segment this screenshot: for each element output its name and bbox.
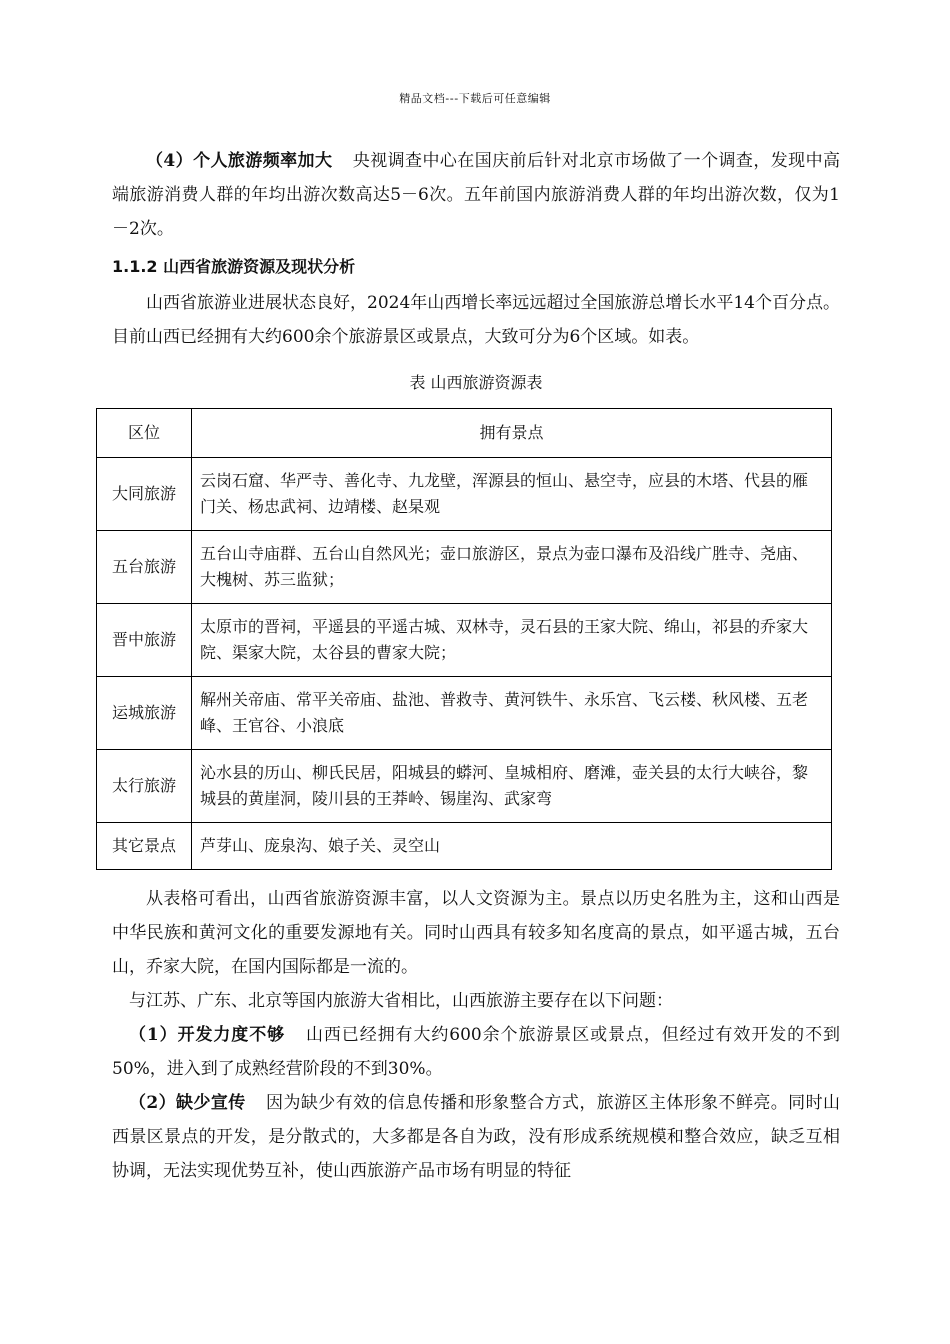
spots-cell: 解州关帝庙、常平关帝庙、盐池、普救寺、黄河铁牛、永乐宫、飞云楼、秋风楼、五老峰、王官谷、小浪底 — [192, 677, 832, 750]
table-row — [97, 677, 832, 750]
region-cell: 太行旅游 — [97, 750, 192, 823]
paragraph-overview: 山西省旅游业进展状态良好，2024年山西增长率远远超过全国旅游总增长水平14个百分点。目前山西已经拥有大约600余个旅游景区或景点，大致可分为6个区域。如表。 — [112, 293, 840, 347]
resource-table — [96, 408, 832, 870]
problem-1-text: 山西已经拥有大约600余个旅游景区或景点，但经过有效开发的不到50%，进入到了成熟经营阶段的不到30%。 — [112, 1025, 840, 1079]
section-heading: 1.1.2 山西省旅游资源及现状分析 — [112, 257, 356, 276]
header-region: 区位 — [97, 409, 192, 458]
table-row — [97, 531, 832, 604]
table-row — [97, 458, 832, 531]
spots-cell: 太原市的晋祠，平遥县的平遥古城、双林寺，灵石县的王家大院、绵山，祁县的乔家大院、渠家大院，太谷县的曹家大院； — [192, 604, 832, 677]
spots-cell: 五台山寺庙群、五台山自然风光；壶口旅游区，景点为壶口瀑布及沿线广胜寺、尧庙、大槐树、苏三监狱； — [192, 531, 832, 604]
intro-label: （4）个人旅游频率加大 — [146, 151, 333, 171]
spots-cell: 沁水县的历山、柳氏民居，阳城县的蟒河、皇城相府、磨滩，壶关县的太行大峡谷，黎城县的黄崖洞，陵川县的王莽岭、锡崖沟、武家弯 — [192, 750, 832, 823]
header-spots: 拥有景点 — [192, 409, 832, 458]
region-cell: 其它景点 — [97, 823, 192, 870]
paragraph-analysis: 从表格可看出，山西省旅游资源丰富，以人文资源为主。景点以历史名胜为主，这和山西是中华民族和黄河文化的重要发源地有关。同时山西具有较多知名度高的景点，如平遥古城，五台山，乔家大院，在国内国际都是一流的。 — [112, 889, 840, 977]
problem-1 — [112, 1018, 840, 1086]
spots-cell: 云岗石窟、华严寺、善化寺、九龙壁，浑源县的恒山、悬空寺，应县的木塔、代县的雁门关、杨忠武祠、边靖楼、赵杲观 — [192, 458, 832, 531]
table-caption: 表 山西旅游资源表 — [409, 373, 543, 392]
intro-text: 央视调查中心在国庆前后针对北京市场做了一个调查，发现中高端旅游消费人群的年均出游次数高达5－6次。五年前国内旅游消费人群的年均出游次数，仅为1－2次。 — [112, 151, 840, 239]
problem-2-text: 因为缺少有效的信息传播和形象整合方式，旅游区主体形象不鲜亮。同时山西景区景点的开发，是分散式的，大多都是各自为政，没有形成系统规模和整合效应，缺乏互相协调，无法实现优势互补，使山西旅游产品市场有明显的特征 — [112, 1093, 840, 1181]
page-header: 精品文档---下载后可任意编辑 — [399, 92, 551, 105]
problem-2-label: （2）缺少宣传 — [129, 1093, 246, 1113]
region-cell: 运城旅游 — [97, 677, 192, 750]
spots-cell: 芦芽山、庞泉沟、娘子关、灵空山 — [192, 823, 832, 870]
intro-paragraph — [112, 144, 840, 246]
table-row — [97, 750, 832, 823]
region-cell: 五台旅游 — [97, 531, 192, 604]
problem-2 — [112, 1086, 840, 1188]
table-row — [97, 823, 832, 870]
table-header-row — [97, 409, 832, 458]
problem-1-label: （1）开发力度不够 — [129, 1025, 286, 1045]
table-row — [97, 604, 832, 677]
region-cell: 晋中旅游 — [97, 604, 192, 677]
paragraph-problems-intro: 与江苏、广东、北京等国内旅游大省相比，山西旅游主要存在以下问题： — [129, 991, 673, 1011]
document-body — [112, 144, 840, 1188]
region-cell: 大同旅游 — [97, 458, 192, 531]
